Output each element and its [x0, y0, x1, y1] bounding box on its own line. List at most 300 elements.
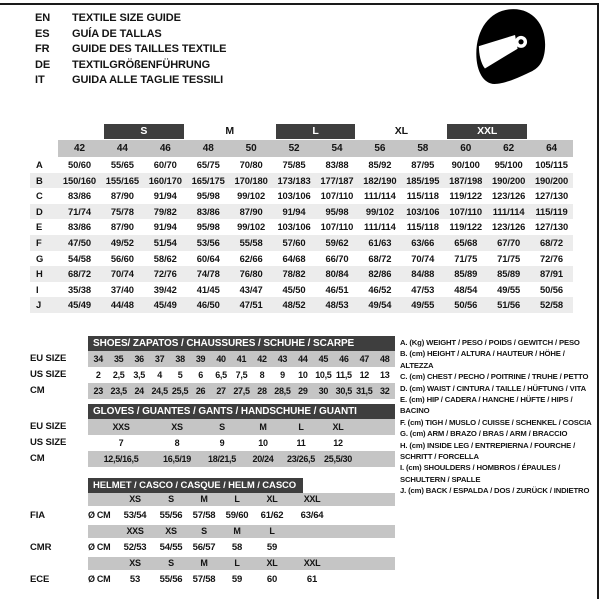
measure-value: 78/82: [282, 268, 306, 280]
helmet-table: [30, 478, 395, 589]
size-cell: 12: [333, 438, 343, 448]
measure-value: 190/200: [492, 174, 526, 186]
measure-value: 35/38: [67, 283, 91, 295]
measurement-legend: [400, 337, 592, 497]
measure-value: 39/42: [153, 283, 177, 295]
measure-value: 123/126: [492, 221, 526, 233]
measure-value: 62/66: [239, 252, 263, 264]
size-cell: 36: [129, 351, 149, 367]
size-cell: 8: [174, 438, 180, 448]
measure-value: 55/65: [110, 159, 134, 170]
measure-letter: F: [36, 236, 42, 248]
measure-letter: B: [36, 174, 43, 186]
unit-label: Ø CM: [88, 542, 111, 552]
measure-value: 87/90: [239, 205, 263, 217]
measure-value: 95/98: [325, 205, 349, 217]
measure-value: 119/122: [449, 221, 483, 233]
measure-value: 67/70: [497, 236, 521, 248]
size-cell: 26: [190, 383, 210, 399]
gloves-table: [30, 404, 395, 467]
measure-value: 127/130: [534, 190, 569, 202]
measure-value: 60/70: [153, 159, 177, 170]
measure-value: 99/102: [365, 205, 394, 217]
size-cell: 18/21,5: [200, 451, 244, 467]
measure-value: 83/86: [67, 221, 91, 233]
helmet-size-cell: M: [188, 557, 220, 570]
size-cell: 45: [313, 351, 333, 367]
size-cell: 23: [88, 383, 108, 399]
size-table: [30, 122, 573, 313]
language-row: [35, 42, 226, 58]
size-header-cell: 62: [487, 140, 530, 157]
size-cell: 34: [88, 351, 108, 367]
measure-value: 103/106: [406, 205, 440, 217]
table-row: [30, 157, 573, 173]
guide-title: GUIDA ALLE TAGLIE TESSILI: [72, 74, 224, 86]
unit-label: Ø CM: [88, 510, 111, 520]
section-title-bar: GLOVES / GUANTES / GANTS / HANDSCHUHE / GUANTI: [88, 404, 395, 419]
measure-value: 123/126: [492, 190, 526, 202]
measure-value: 74/78: [196, 268, 220, 280]
standard-name: FIA: [30, 510, 46, 521]
guide-title: TEXTILGRÖßENFÜHRUNG: [72, 58, 211, 71]
measure-value: 80/84: [325, 268, 349, 280]
legend-item: H. (cm) INSIDE LEG / ENTREPIERNA / FOURCHE / SCHRITT / FORCELLA: [400, 440, 576, 462]
helmet-size-cell: XL: [254, 493, 290, 506]
helmet-value-cell: 54/55: [159, 542, 183, 553]
size-cell: 10,5: [315, 370, 332, 380]
measure-value: 37/40: [110, 283, 134, 295]
language-row: [35, 73, 226, 89]
helmet-size-cell: XS: [116, 493, 154, 506]
table-row: [30, 251, 573, 267]
helmet-value-cell: 63/64: [300, 510, 324, 521]
measure-value: 53/56: [196, 236, 220, 248]
legend-item: A. (Kg) WEIGHT / PESO / POIDS / GEWITCH / PESO: [400, 338, 580, 347]
measure-value: 105/115: [535, 159, 568, 170]
measure-value: 48/53: [325, 299, 349, 311]
guide-title: GUIDE DES TAILLES TEXTILE: [72, 43, 227, 55]
size-cell: 23,5: [108, 383, 128, 399]
band-filler: [356, 451, 395, 467]
size-cell: 5: [177, 370, 183, 380]
size-cell: 24,5: [149, 383, 169, 399]
measure-value: 91/94: [282, 205, 306, 217]
table-row: [30, 419, 395, 435]
size-header-row: [30, 140, 573, 157]
measure-value: 54/58: [67, 252, 91, 264]
helmet-value-cell: 61: [306, 574, 318, 585]
measure-value: 111/114: [364, 190, 396, 202]
measure-value: 187/198: [449, 174, 483, 186]
helmet-size-cell: XXS: [116, 525, 154, 538]
measure-value: 95/98: [196, 190, 220, 202]
helmet-size-cell: XS: [154, 525, 188, 538]
size-cell: 43: [272, 351, 292, 367]
measure-value: 91/94: [153, 221, 177, 233]
size-cell: XL: [320, 419, 356, 435]
size-cell: 46: [334, 351, 354, 367]
measure-value: 43/47: [239, 283, 263, 295]
measure-value: 60/64: [196, 252, 220, 264]
measure-value: 49/52: [110, 236, 134, 248]
size-cell: 31,5: [354, 383, 374, 399]
measure-value: 47/51: [239, 299, 263, 311]
helmet-size-cell: S: [188, 525, 220, 538]
measure-letter: H: [36, 268, 43, 280]
size-cell: 38: [170, 351, 190, 367]
helmet-size-cell: XXL: [290, 557, 334, 570]
measure-value: 87/90: [110, 221, 134, 233]
size-cell: 12,5/16,5: [88, 451, 154, 467]
measure-value: 95/98: [196, 221, 220, 233]
measure-letter: E: [36, 221, 43, 233]
helmet-value-cell: 57/58: [192, 510, 216, 521]
size-cell: 39: [190, 351, 210, 367]
size-cell: M: [244, 419, 282, 435]
measure-value: 63/66: [411, 236, 435, 248]
unit-label: Ø CM: [88, 574, 111, 584]
helmet-size-cell: M: [188, 493, 220, 506]
measure-value: 111/114: [492, 205, 525, 217]
size-cell: 24: [129, 383, 149, 399]
helmet-size-row: [30, 557, 395, 570]
table-row: [30, 188, 573, 204]
band-filler: [334, 525, 395, 538]
measure-value: 150/160: [62, 174, 97, 186]
size-header-cell: 54: [316, 140, 359, 157]
size-cell: 11,5: [335, 370, 352, 380]
size-cell: 8: [259, 370, 265, 380]
measure-value: 85/92: [368, 159, 392, 170]
measure-value: 111/114: [364, 221, 396, 233]
standard-name: CMR: [30, 542, 52, 553]
size-cell: 25,5/30: [320, 451, 356, 467]
measure-value: 51/56: [497, 299, 521, 311]
size-header-cell: 60: [444, 140, 487, 157]
size-header-cell: 52: [273, 140, 316, 157]
measure-value: 56/60: [110, 252, 134, 264]
size-cell: 47: [354, 351, 374, 367]
helmet-size-row: [30, 493, 395, 506]
size-group-m: M: [225, 124, 234, 137]
helmet-size-cell: L: [220, 557, 254, 570]
measure-value: 51/54: [153, 236, 177, 248]
measure-value: 65/68: [454, 236, 478, 248]
language-code: FR: [35, 43, 50, 55]
measure-value: 87/91: [540, 268, 564, 280]
helmet-value-cell: 55/56: [159, 574, 183, 585]
shoes-table: [30, 336, 395, 399]
size-cell: 13: [380, 370, 390, 380]
measure-value: 71/74: [67, 205, 91, 217]
language-row: [35, 27, 226, 43]
measure-value: 49/55: [497, 283, 521, 295]
helmet-value-row: [30, 506, 395, 525]
measure-value: 84/88: [411, 268, 435, 280]
helmet-value-cell: 56/57: [192, 542, 216, 553]
measure-value: 52/58: [540, 299, 564, 311]
size-group-row: [30, 122, 573, 140]
size-cell: 11: [296, 438, 306, 448]
table-row: [30, 204, 573, 220]
size-cell: XS: [154, 419, 200, 435]
size-cell: 28,5: [272, 383, 292, 399]
table-row: [30, 266, 573, 282]
measure-value: 57/60: [282, 236, 306, 248]
measure-value: 87/90: [110, 190, 134, 202]
row-label: CM: [30, 453, 45, 464]
measure-value: 46/51: [325, 283, 349, 295]
measure-value: 99/102: [237, 221, 266, 233]
measure-value: 48/54: [454, 283, 478, 295]
size-group-xl: XL: [394, 124, 408, 137]
measure-value: 107/110: [449, 205, 483, 217]
measure-value: 103/106: [277, 221, 311, 233]
size-cell: 40: [211, 351, 231, 367]
section-title-bar: SHOES/ ZAPATOS / CHAUSSURES / SCHUHE / SCARPE: [88, 336, 395, 351]
measure-value: 90/100: [451, 159, 480, 170]
measure-value: 115/119: [535, 205, 568, 217]
size-cell: 44: [293, 351, 313, 367]
measure-value: 95/100: [494, 159, 523, 170]
measure-value: 71/75: [454, 252, 478, 264]
helmet-size-cell: S: [154, 493, 188, 506]
language-header: [35, 11, 226, 89]
helmet-value-cell: 57/58: [192, 574, 216, 585]
table-row: [30, 235, 573, 251]
measure-value: 45/49: [67, 299, 91, 311]
size-cell: 3,5: [133, 370, 145, 380]
size-cell: 9: [280, 370, 285, 380]
size-cell: 4: [157, 370, 162, 380]
size-cell: 37: [149, 351, 169, 367]
measure-value: 50/60: [67, 159, 91, 170]
measure-value: 58/62: [153, 252, 177, 264]
size-header-cell: 48: [187, 140, 230, 157]
measure-value: 68/72: [67, 268, 91, 280]
measure-value: 76/80: [239, 268, 263, 280]
helmet-value-cell: 53: [129, 574, 141, 585]
measure-value: 46/50: [196, 299, 220, 311]
measure-value: 45/49: [153, 299, 177, 311]
legend-item: F. (cm) TIGH / MUSLO / CUISSE / SCHENKEL / COSCIA: [400, 417, 592, 427]
measure-value: 165/175: [191, 174, 225, 186]
helmet-value-cell: 58: [231, 542, 243, 553]
measure-value: 49/55: [411, 299, 435, 311]
measure-value: 99/102: [237, 190, 266, 202]
legend-item: I. (cm) SHOULDERS / HOMBROS / ÉPAULES / SCHULTERN / SPALLE: [400, 463, 561, 484]
row-label: EU SIZE: [30, 421, 67, 432]
measure-letter: G: [36, 252, 44, 264]
size-group-s: S: [104, 124, 184, 139]
measure-value: 50/56: [540, 283, 564, 295]
helmet-size-cell: XL: [254, 557, 290, 570]
measure-value: 44/48: [110, 299, 134, 311]
size-cell: 7: [118, 438, 124, 448]
language-row: [35, 58, 226, 74]
measure-value: 47/50: [67, 236, 91, 248]
measure-letter: J: [36, 299, 42, 311]
measure-value: 65/75: [196, 159, 220, 170]
measure-value: 177/187: [320, 174, 354, 186]
helmet-value-cell: 55/56: [159, 510, 183, 521]
measure-value: 45/50: [282, 283, 306, 295]
size-cell: 10: [258, 438, 268, 448]
table-row: [30, 351, 395, 367]
measure-value: 64/68: [282, 252, 306, 264]
helmet-value-cell: 61/62: [260, 510, 284, 521]
helmet-value-cell: 59/60: [225, 510, 249, 521]
row-label: US SIZE: [30, 369, 67, 380]
legend-item: B. (cm) HEIGHT / ALTURA / HAUTEUR / HÖHE / ALTEZZA: [400, 349, 565, 370]
size-cell: 2,5: [112, 370, 125, 380]
size-header-cell: 58: [401, 140, 444, 157]
measure-value: 107/110: [320, 190, 354, 202]
size-cell: 6,5: [215, 370, 227, 380]
measure-value: 87/95: [411, 159, 435, 170]
row-label: US SIZE: [30, 437, 67, 448]
size-header-cell: 44: [101, 140, 144, 157]
measure-value: 71/75: [497, 252, 521, 264]
measure-value: 55/58: [239, 236, 263, 248]
measure-value: 160/170: [148, 174, 182, 186]
measure-value: 68/72: [540, 236, 564, 248]
table-row: [30, 367, 395, 383]
measure-value: 170/180: [234, 174, 268, 186]
measure-value: 50/56: [454, 299, 478, 311]
spacer-cell: [88, 525, 116, 538]
measure-value: 115/118: [406, 221, 439, 233]
helmet-size-row: [30, 525, 395, 538]
measure-value: 85/89: [454, 268, 478, 280]
size-group-l: L: [276, 124, 356, 139]
size-cell: 32: [375, 383, 395, 399]
measure-value: 75/85: [282, 159, 306, 170]
legend-item: G. (cm) ARM / BRAZO / BRAS / ARM / BRACCIO: [400, 429, 568, 439]
measure-value: 107/110: [320, 221, 354, 233]
size-header-cell: 64: [530, 140, 573, 157]
size-header-cell: 50: [230, 140, 273, 157]
size-cell: 28: [252, 383, 272, 399]
table-row: [30, 435, 395, 451]
measure-value: 70/80: [239, 159, 263, 170]
measure-value: 79/82: [153, 205, 177, 217]
measure-value: 115/118: [406, 190, 439, 202]
size-cell: 30,5: [334, 383, 354, 399]
size-cell: XXS: [88, 419, 154, 435]
language-code: EN: [35, 12, 51, 24]
size-cell: 12: [359, 370, 369, 380]
measure-value: 185/195: [406, 174, 440, 186]
helmet-size-cell: L: [254, 525, 290, 538]
measure-value: 46/52: [368, 283, 392, 295]
measure-value: 72/76: [540, 252, 564, 264]
size-cell: 6: [198, 370, 203, 380]
measure-value: 59/62: [325, 236, 349, 248]
helmet-size-cell: XXL: [290, 493, 334, 506]
size-cell: 27: [211, 383, 231, 399]
size-cell: L: [282, 419, 320, 435]
measure-value: 155/165: [105, 174, 139, 186]
guide-title: TEXTILE SIZE GUIDE: [72, 12, 181, 24]
helmet-size-cell: M: [220, 525, 254, 538]
measure-value: 61/63: [368, 236, 392, 248]
band-filler: [334, 557, 395, 570]
band-filler: [334, 493, 395, 506]
measure-letter: D: [36, 205, 43, 217]
guide-title: GUÍA DE TALLAS: [72, 27, 162, 40]
measure-value: 48/52: [282, 299, 306, 311]
helmet-value-cell: 52/53: [123, 542, 147, 553]
table-row: [30, 451, 395, 467]
measure-value: 127/130: [534, 221, 569, 233]
size-cell: 30: [313, 383, 333, 399]
size-cell: 42: [252, 351, 272, 367]
measure-value: 75/78: [110, 205, 134, 217]
size-header-cell: 56: [358, 140, 401, 157]
measure-value: 119/122: [449, 190, 483, 202]
helmet-size-cell: L: [220, 493, 254, 506]
size-cell: S: [200, 419, 244, 435]
helmet-logo-icon: [466, 4, 552, 90]
legend-item: J. (cm) BACK / ESPALDA / DOS / ZURÜCK / INDIETRO: [400, 486, 590, 496]
language-code: ES: [35, 27, 50, 40]
measure-value: 82/86: [368, 268, 392, 280]
measure-value: 41/45: [196, 283, 220, 295]
measure-value: 83/88: [325, 159, 349, 170]
row-label: EU SIZE: [30, 353, 67, 364]
standard-name: ECE: [30, 574, 50, 585]
legend-item: D. (cm) WAIST / CINTURA / TAILLE / HÜFTUNG / VITA: [400, 383, 586, 393]
helmet-value-cell: 59: [231, 574, 243, 585]
size-cell: 23/26,5: [282, 451, 320, 467]
measure-value: 47/53: [411, 283, 435, 295]
helmet-value-row: [30, 570, 395, 589]
size-header-cell: 42: [58, 140, 101, 157]
helmet-value-cell: 53/54: [123, 510, 147, 521]
spacer-cell: [88, 493, 116, 506]
measure-value: 190/200: [534, 174, 569, 186]
size-cell: 10: [298, 370, 308, 380]
measure-value: 182/190: [363, 174, 397, 186]
table-row: [30, 219, 573, 235]
language-code: DE: [35, 58, 51, 71]
size-cell: 48: [375, 351, 395, 367]
row-label: CM: [30, 385, 45, 396]
measure-letter: I: [36, 283, 39, 295]
size-cell: 41: [231, 351, 251, 367]
size-cell: 20/24: [244, 451, 282, 467]
helmet-value-row: [30, 538, 395, 557]
size-cell: 16,5/19: [154, 451, 200, 467]
measure-letter: A: [36, 159, 43, 170]
helmet-size-cell: S: [154, 557, 188, 570]
helmet-value-cell: 60: [266, 574, 278, 585]
spacer-cell: [88, 557, 116, 570]
measure-value: 70/74: [411, 252, 435, 264]
size-cell: 29: [293, 383, 313, 399]
size-group-xxl: XXL: [447, 124, 527, 139]
measure-value: 103/106: [277, 190, 311, 202]
measure-value: 72/76: [153, 268, 177, 280]
table-row: [30, 282, 573, 298]
measure-value: 49/54: [368, 299, 392, 311]
legend-item: C. (cm) CHEST / PECHO / POITRINE / TRUHE / PETTO: [400, 372, 589, 382]
legend-item: E. (cm) HIP / CADERA / HANCHE / HÜFTE / HIPS / BACINO: [400, 395, 573, 416]
measure-value: 83/86: [196, 205, 220, 217]
helmet-size-cell: [290, 525, 334, 538]
